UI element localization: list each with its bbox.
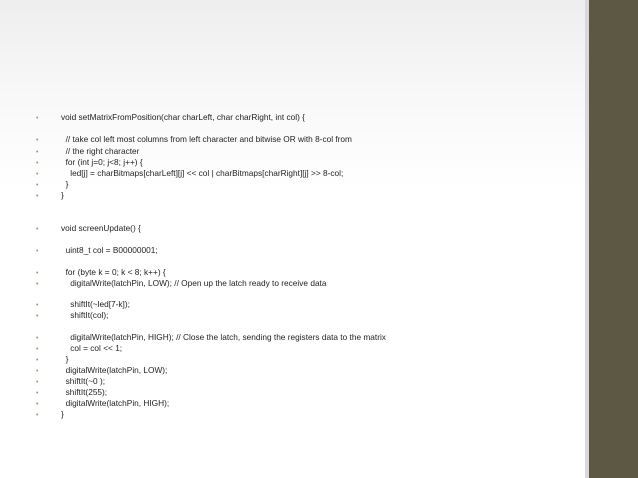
code-text: } (61, 354, 69, 364)
decorative-sidebar (589, 0, 638, 478)
bullet-icon: • (36, 160, 39, 167)
bullet-icon: • (36, 313, 39, 320)
code-text: } (61, 190, 64, 200)
code-line (36, 167, 343, 179)
code-text: // take col left most columns from left character and bitwise OR with 8-col from (61, 134, 352, 144)
code-text: digitalWrite(latchPin, LOW); // Open up the latch ready to receive data (61, 278, 327, 288)
bullet-icon: • (36, 368, 39, 375)
code-line (36, 189, 64, 201)
code-text: } (61, 409, 64, 419)
bullet-icon: • (36, 171, 39, 178)
code-text: } (61, 179, 69, 189)
code-text: shiftIt(~0 ); (61, 376, 106, 386)
code-text: led[j] = charBitmaps[charLeft][j] << col | charBitmaps[charRight][j] >> 8-col; (61, 168, 344, 178)
code-text: for (byte k = 0; k < 8; k++) { (61, 267, 166, 277)
code-text: digitalWrite(latchPin, LOW); (61, 365, 168, 375)
bullet-icon: • (36, 137, 39, 144)
bullet-icon: • (36, 379, 39, 386)
bullet-icon: • (36, 401, 39, 408)
code-line (36, 133, 352, 145)
code-text: shiftIt(~led[7-k]); (61, 299, 130, 309)
code-line (36, 111, 305, 123)
bullet-icon: • (36, 149, 39, 156)
bullet-icon: • (36, 412, 39, 419)
code-line (36, 277, 326, 289)
code-text: uint8_t col = B00000001; (61, 245, 158, 255)
code-line (36, 408, 64, 420)
code-line (36, 244, 158, 256)
code-text: shiftIt(255); (61, 387, 108, 397)
code-line (36, 309, 108, 321)
code-text: digitalWrite(latchPin, HIGH); // Close the latch, sending the registers data to the matrix (61, 332, 386, 342)
bullet-icon: • (36, 270, 39, 277)
code-text: col = col << 1; (61, 343, 123, 353)
bullet-icon: • (36, 357, 39, 364)
code-text: shiftIt(col); (61, 310, 109, 320)
bullet-icon: • (36, 390, 39, 397)
code-text: void setMatrixFromPosition(char charLeft, char charRight, int col) { (61, 112, 305, 122)
bullet-icon: • (36, 182, 39, 189)
bullet-icon: • (36, 335, 39, 342)
bullet-icon: • (36, 302, 39, 309)
bullet-icon: • (36, 281, 39, 288)
bullet-icon: • (36, 248, 39, 255)
bullet-icon: • (36, 226, 39, 233)
bullet-icon: • (36, 346, 39, 353)
bullet-icon: • (36, 193, 39, 200)
code-text: // the right character (61, 146, 140, 156)
code-text: void screenUpdate() { (61, 223, 141, 233)
code-line (36, 222, 141, 234)
code-text: digitalWrite(latchPin, HIGH); (61, 398, 170, 408)
bullet-icon: • (36, 115, 39, 122)
code-text: for (int j=0; j<8; j++) { (61, 157, 143, 167)
